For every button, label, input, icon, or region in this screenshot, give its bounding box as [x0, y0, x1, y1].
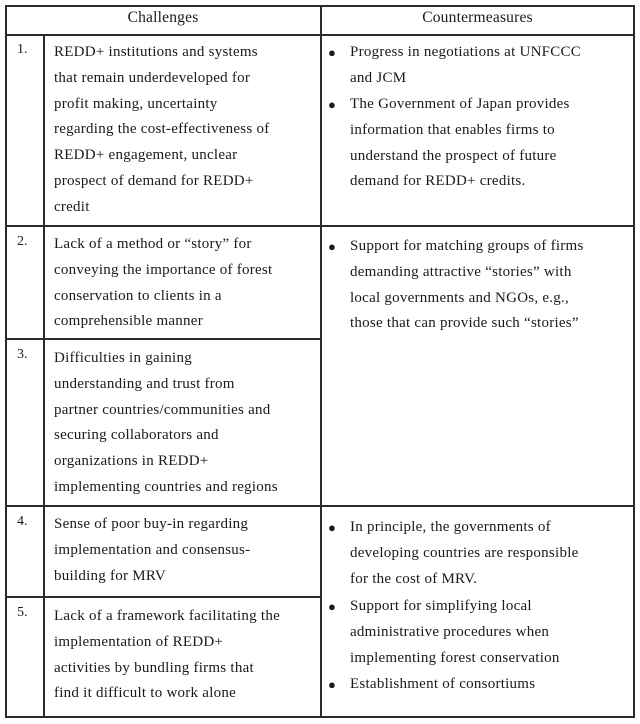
- column-divider: [320, 5, 322, 718]
- number-column-divider: [43, 34, 45, 718]
- row-divider: [5, 338, 321, 340]
- row-number: 4.: [17, 514, 28, 529]
- table-left-border: [5, 5, 7, 718]
- row-number: 1.: [17, 42, 28, 57]
- row-number: 3.: [17, 347, 28, 362]
- countermeasure-bullet: ● Progress in negotiations at UNFCCC and JCM: [350, 40, 581, 92]
- bullet-icon: ●: [328, 677, 337, 692]
- challenge-text: Lack of a method or “story” for conveying the importance of forest conservation to clients in a comprehensible manner: [54, 236, 273, 330]
- bullet-icon: ●: [328, 520, 337, 535]
- countermeasures-header: Countermeasures: [422, 9, 533, 26]
- bullet-icon: ●: [328, 45, 337, 60]
- row-number: 2.: [17, 234, 28, 249]
- countermeasure-bullet: ● In principle, the governments of developing countries are responsible for the cost of MRV.: [350, 515, 579, 592]
- challenges-header: Challenges: [127, 9, 199, 26]
- challenge-text: Difficulties in gaining understanding and trust from partner countries/communities and securing collaborators and organizations in REDD+ implementing countries and regions: [54, 350, 278, 495]
- bullet-icon: ●: [328, 599, 337, 614]
- bullet-icon: ●: [328, 97, 337, 112]
- countermeasure-bullet: ● The Government of Japan provides information that enables firms to understand the prospect of future demand for REDD+ credits.: [350, 92, 570, 195]
- countermeasure-bullet: ● Support for matching groups of firms demanding attractive “stories” with local governments and NGOs, e.g., those that can provide such “stories”: [350, 234, 584, 337]
- row-divider: [5, 596, 321, 598]
- row-number: 5.: [17, 605, 28, 620]
- bullet-icon: ●: [328, 239, 337, 254]
- countermeasure-bullet: ● Establishment of consortiums: [350, 672, 535, 698]
- challenge-text: REDD+ institutions and systems that remain underdeveloped for profit making, uncertainty regarding the cost-effectiveness of REDD+ engagement, unclear prospect of demand for REDD+ credit: [54, 44, 270, 215]
- challenge-text: Sense of poor buy-in regarding implementation and consensus- building for MRV: [54, 516, 251, 584]
- challenge-text: Lack of a framework facilitating the implementation of REDD+ activities by bundling firms that find it difficult to work alone: [54, 608, 280, 702]
- table-right-border: [633, 5, 635, 718]
- countermeasure-bullet: ● Support for simplifying local administrative procedures when implementing forest conservation: [350, 594, 560, 671]
